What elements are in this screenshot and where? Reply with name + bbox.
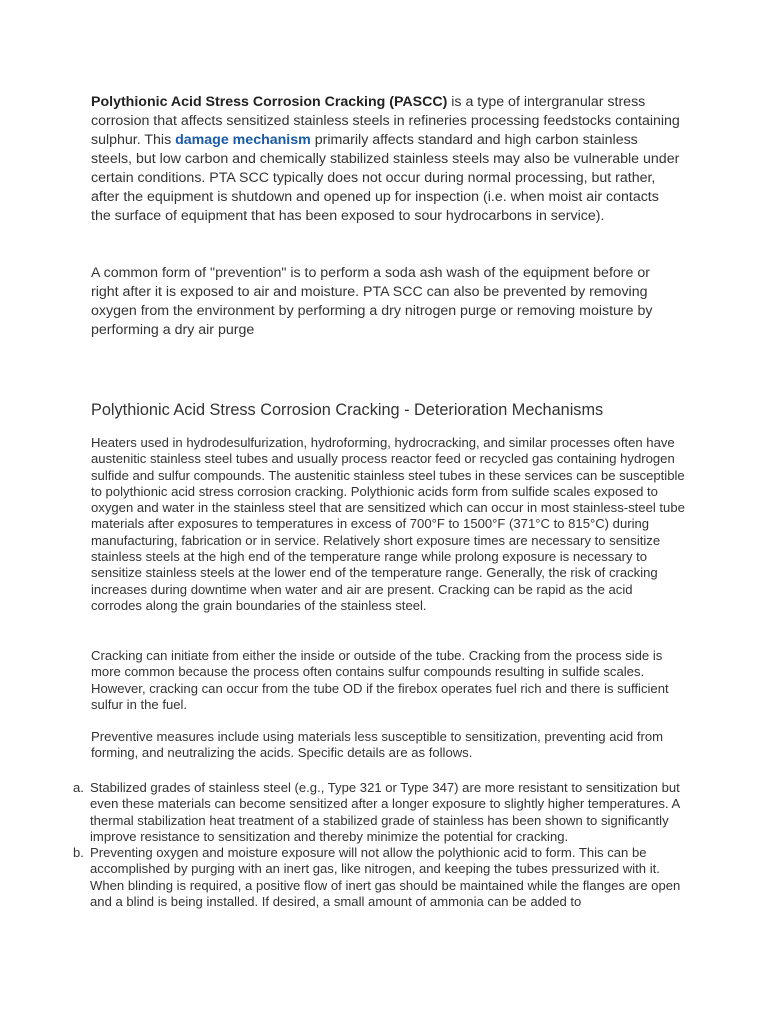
list-marker: b. <box>73 845 84 861</box>
list-item <box>73 780 687 845</box>
measures-list <box>73 780 687 910</box>
section-heading: Polythionic Acid Stress Corrosion Cracking - Deterioration Mechanisms <box>91 401 604 419</box>
intro-paragraph <box>91 93 681 226</box>
preventive-measures-paragraph: Preventive measures include using materials less susceptible to sensitization, preventing acid from forming, and neutralizing the acids. Specific details are as follows. <box>91 729 664 761</box>
prevention-paragraph: A common form of "prevention" is to perform a soda ash wash of the equipment before or right after it is exposed to air and moisture. PTA SCC can also be prevented by removing oxygen from the environment by performing a dry nitrogen purge or removing moisture by performing a dry air purge <box>91 265 653 338</box>
damage-mechanism-link[interactable]: damage mechanism <box>175 132 311 148</box>
list-item <box>73 845 687 910</box>
list-item-text: Preventing oxygen and moisture exposure will not allow the polythionic acid to form. This can be accomplished by purging with an inert gas, like nitrogen, and keeping the tubes pressurized with it. When blinding is required, a positive flow of inert gas should be maintained while the flanges are open and a blind is being installed. If desired, a small amount of ammonia can be added to <box>90 845 681 910</box>
intro-text-b: primarily affects standard and high carbon stainless steels, but low carbon and chemically stabilized stainless steels may also be vulnerable under certain conditions. PTA SCC typically does not occur during normal processing, but rather, after the equipment is shutdown and opened up for inspection (i.e. when moist air contacts the surface of equipment that has been exposed to sour hydrocarbons in service). <box>91 132 680 224</box>
list-marker: a. <box>73 780 84 795</box>
intro-text-a: is a type of intergranular stress corrosion that affects sensitized stainless steels in refineries processing feedstocks containing sulphur. This <box>91 94 680 148</box>
heaters-paragraph: Heaters used in hydrodesulfurization, hydroforming, hydrocracking, and similar processes often have austenitic stainless steel tubes and usually process reactor feed or recycled gas containing hydrogen sulfide and sulfur compounds. The austenitic stainless steel tubes in these services can be susceptible to polythionic acid stress corrosion cracking. Polythionic acids form from sulfide scales exposed to oxygen and water in the stainless steel that are sensitized which can occur in most stainless-steel tube materials after exposures to temperatures in excess of 700°F to 1500°F (371°C to 815°C) during manufacturing, fabrication or in service. Relatively short exposure times are necessary to sensitize stainless steels at the high end of the temperature range while prolong exposure is necessary to sensitize stainless steels at the lower end of the temperature range. Generally, the risk of cracking increases during downtime when water and air are present. Cracking can be rapid as the acid corrodes along the grain boundaries of the stainless steel. <box>91 435 685 613</box>
cracking-paragraph: Cracking can initiate from either the inside or outside of the tube. Cracking from the process side is more common because the process often contains sulfur compounds resulting in sulfide scales. However, cracking can occur from the tube OD if the firebox operates fuel rich and there is sufficient sulfur in the fuel. <box>91 648 669 712</box>
pascc-term: Polythionic Acid Stress Corrosion Cracking (PASCC) <box>91 94 448 110</box>
list-item-text: Stabilized grades of stainless steel (e.g., Type 321 or Type 347) are more resistant to sensitization but even these materials can become sensitized after a longer exposure to slightly higher temperatures. A thermal stabilization heat treatment of a stabilized grade of stainless has been shown to significantly improve resistance to sensitization and thereby minimize the potential for cracking. <box>90 780 680 844</box>
